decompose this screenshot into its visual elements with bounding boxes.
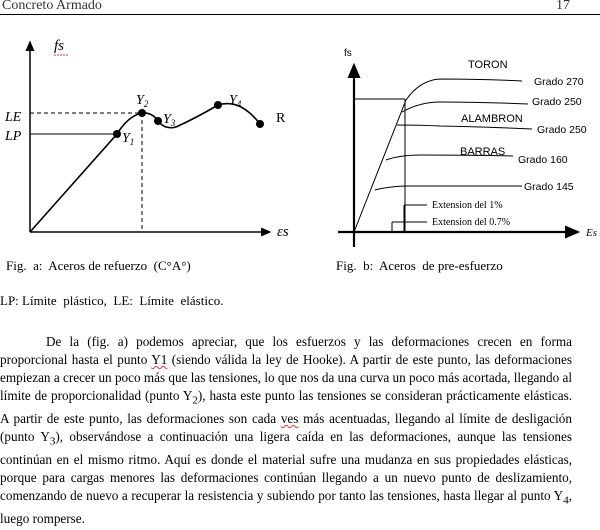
ext-1-label: Extension del 1% xyxy=(432,200,503,211)
grado-250b-label: Grado 250 xyxy=(537,124,587,136)
grado-250a-label: Grado 250 xyxy=(532,96,582,108)
toron-label: TORON xyxy=(468,59,508,71)
curve-toron-250 xyxy=(402,102,528,112)
y4-label: $Y_4$ xyxy=(229,93,242,109)
curve-alambron-250 xyxy=(397,125,532,129)
para-text-2: (siendo válida la ley de Hooke). A partir de este punto, las deformaciones empiezan a crecer un poco más que las tensiones, lo que nos da una curva un poco más acortada, llegando al límite de proporcionalidad (punto Y xyxy=(0,352,572,404)
misspelled-ves: ves xyxy=(280,411,299,427)
le-label: LE xyxy=(5,110,22,125)
fig-b-y-label: fs xyxy=(344,48,352,59)
body-paragraph xyxy=(0,333,572,528)
sub-4: 4 xyxy=(563,494,569,507)
para-text-4: más acentuadas, llegando al límite de desligación (punto Y xyxy=(0,411,572,445)
sub-3: 3 xyxy=(49,435,56,448)
r-label: R xyxy=(276,111,286,126)
grado-270-label: Grado 270 xyxy=(534,76,584,88)
barras-label: BARRAS xyxy=(460,146,506,158)
sub-2: 2 xyxy=(192,394,198,407)
grado-160-label: Grado 160 xyxy=(518,154,568,166)
y1-label: $Y_1$ xyxy=(122,131,135,147)
fig-b-caption: Fig. b: Aceros de pre-esfuerzo xyxy=(336,258,503,273)
y2-label: $Y_2$ xyxy=(136,93,149,109)
fig-b-x-label: Es xyxy=(586,227,597,239)
lp-label: LP xyxy=(5,129,22,144)
ext-07-label: Extension del 0.7% xyxy=(432,217,511,228)
grado-145-label: Grado 145 xyxy=(524,181,574,193)
point-r xyxy=(256,120,264,128)
fig-a-y-label: fs xyxy=(54,38,65,54)
y1-ref: Y1 xyxy=(151,352,168,368)
figure-a xyxy=(4,38,289,240)
point-y2 xyxy=(138,109,146,117)
para-text-5: ), observándose a continuación una ligera caída en las deformaciones, aunque las tensiones continúan en el mismo ritmo. Aquí es donde el material sufre una mudanza en sus propiedades elásticas, porque para cargas menores las deformaciones continúan llegando a un nuevo punto de deslizamiento, comenzando de nuevo a recuperar la resistencia y subiendo por tanto las tensiones, hasta llegar al punto Y xyxy=(0,429,572,504)
point-y4 xyxy=(214,101,222,109)
fig-a-x-label: εs xyxy=(277,224,289,240)
running-title: Concreto Armado xyxy=(2,0,102,13)
legend-line: LP: Límite plástico, LE: Límite elástico. xyxy=(0,293,224,308)
figure-b xyxy=(338,48,597,247)
para-text-1: De la (fig. a) podemos apreciar, que los esfuerzos y las deformaciones crecen en forma proporcional hasta el punto xyxy=(0,334,572,368)
curve-barras-145 xyxy=(375,186,522,190)
point-y3 xyxy=(154,117,162,125)
para-text-6: , luego romperse. xyxy=(0,488,572,526)
para-text-3: ), hasta este punto las tensiones se consideran prácticamente elásticas. A partir de este punto, las deformaciones son cada xyxy=(0,388,573,427)
alambron-label: ALAMBRON xyxy=(461,113,523,125)
fig-a-caption: Fig. a: Aceros de refuerzo (C°A°) xyxy=(6,258,191,273)
point-y1 xyxy=(113,130,121,138)
page-number: 17 xyxy=(556,0,570,13)
y3-label: $Y_3$ xyxy=(163,112,176,128)
stress-strain-curve xyxy=(30,104,260,232)
